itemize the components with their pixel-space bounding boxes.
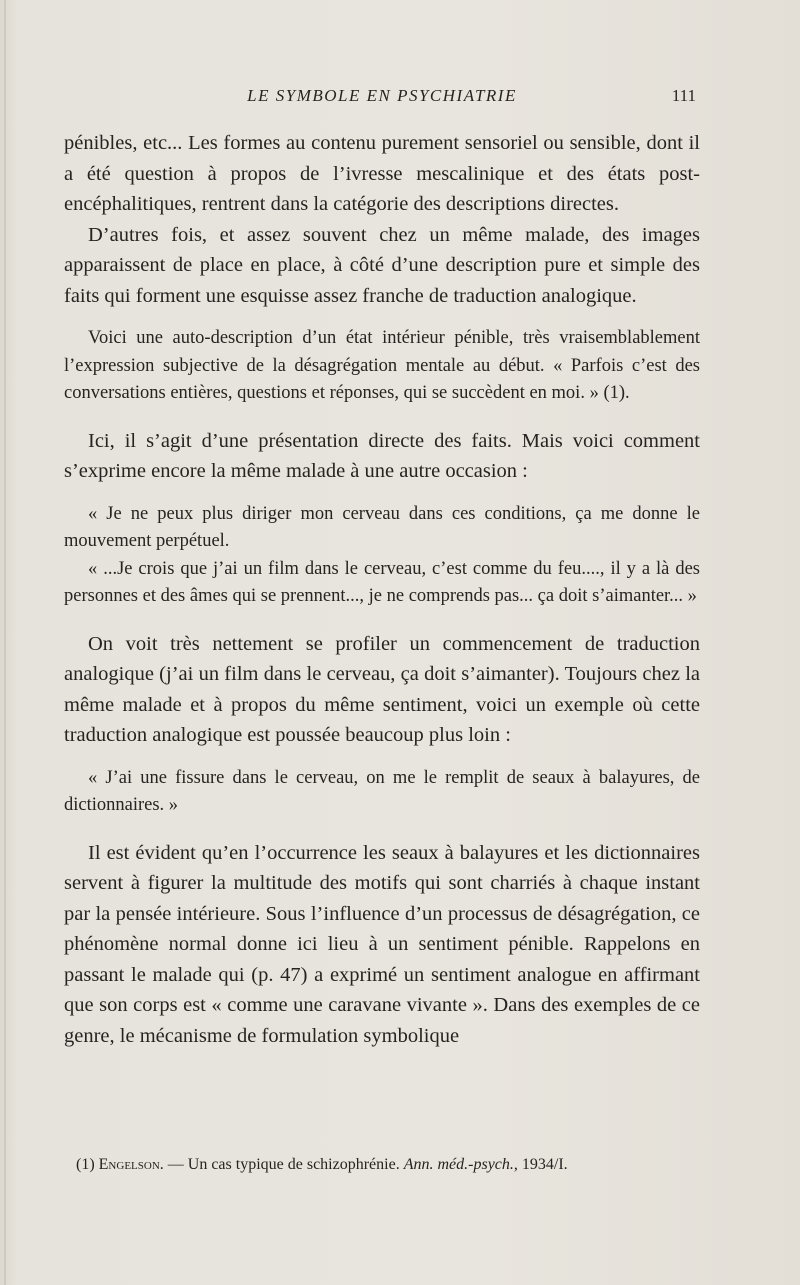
paragraph: D’autres fois, et assez souvent chez un même malade, des images apparaissent de place en place, à côté d’une description pure et simple des faits qui forment une esquisse assez franche de traduction analogique. — [64, 223, 700, 307]
paragraph: pénibles, etc... Les formes au contenu purement sensoriel ou sensible, dont il a été question à propos de l’ivresse mescalinique et des états post-encéphalitiques, rentrent dans la catégorie des descriptions directes. — [64, 132, 700, 215]
footnote-title: Un cas typique de schizophrénie. — [187, 1156, 400, 1173]
paragraph: On voit très nettement se profiler un commencement de traduction analogique (j’ai un film dans le cerveau, ça doit s’aimanter). Toujours chez la même malade et à propos du même sentiment, voici un exemple où cette traduction analogique est poussée beaucoup plus loin : — [64, 632, 700, 746]
page-edge — [4, 0, 6, 1285]
case-description: Voici une auto-description d’un état intérieur pénible, très vraisemblablement l’expression subjective de la désagrégation mentale au début. « Parfois c’est des conversations entières, questions et réponses, qui se succèdent en moi. » (1). — [64, 328, 700, 403]
footnote-author: Engelson. — [98, 1156, 164, 1173]
running-title: LE SYMBOLE EN PSYCHIATRIE — [247, 86, 517, 105]
paragraph: Il est évident qu’en l’occurrence les seaux à balayures et les dictionnaires servent à figurer la multitude des motifs qui sont charriés à chaque instant par la pensée intérieure. Sous l’influence d’un processus de désagrégation, ce phénomène normal donne ici lieu à un sentiment pénible. Rappelons en passant le malade qui (p. 47) a exprimé un sentiment analogue en affirmant que son corps est « comme une caravane vivante ». Dans des exemples de ce genre, le mécanisme de formulation symbolique — [64, 841, 700, 1047]
patient-quote: « ...Je crois que j’ai un film dans le cerveau, c’est comme du feu...., il y a là des personnes et des âmes qui se prennent..., je ne comprends pas... ça doit s’aimanter... » — [64, 558, 700, 606]
patient-quote: « J’ai une fissure dans le cerveau, on me le remplit de seaux à balayures, de dictionnaires. » — [64, 767, 700, 815]
footnote-issue: 1934/I. — [521, 1156, 568, 1173]
paragraph: Ici, il s’agit d’une présentation directe des faits. Mais voici comment s’exprime encore la même malade à une autre occasion : — [64, 429, 700, 482]
body-text — [64, 128, 700, 1051]
footnote-dash: — — [167, 1156, 184, 1173]
footnote-marker: (1) — [76, 1156, 95, 1173]
patient-quote: « Je ne peux plus diriger mon cerveau dans ces conditions, ça me donne le mouvement perpétuel. — [64, 503, 700, 551]
footnote-journal: Ann. méd.-psych., — [403, 1156, 518, 1173]
footnote — [76, 1154, 700, 1176]
page-header — [64, 86, 700, 114]
page-number: 111 — [671, 86, 696, 105]
